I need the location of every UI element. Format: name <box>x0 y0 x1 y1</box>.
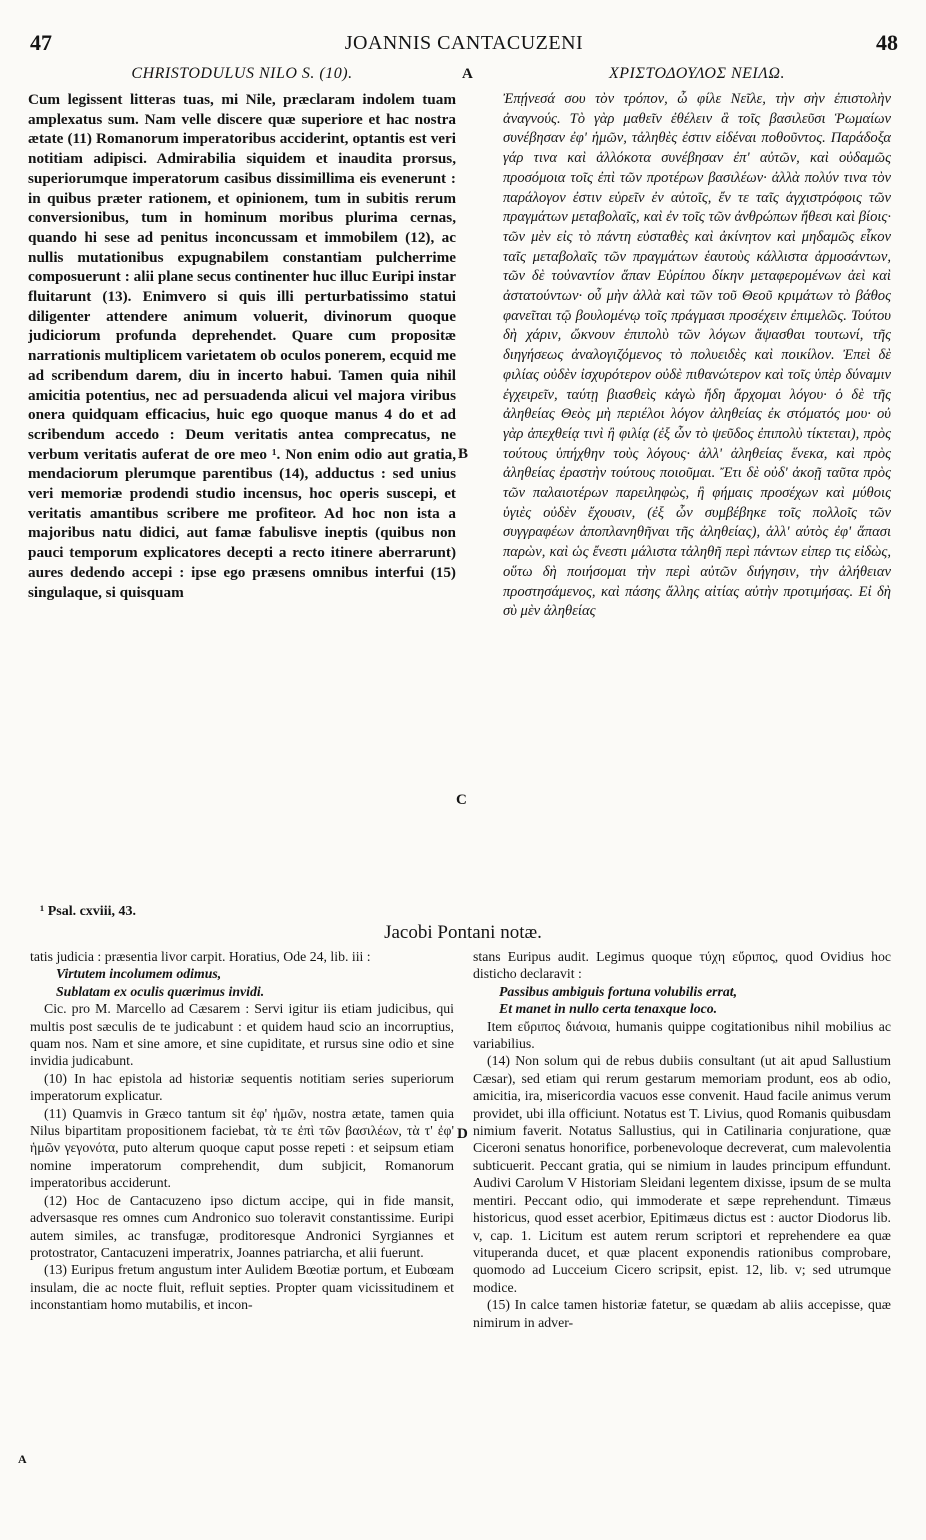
margin-letter-a: A <box>462 66 473 82</box>
note-verse: Et manet in nullo certa tenaxque loco. <box>499 1001 718 1017</box>
notes-right-column <box>473 948 891 1500</box>
latin-column <box>28 64 456 900</box>
footnote: ¹ Psal. cxviii, 43. <box>40 904 136 919</box>
note-verse: Virtutem incolumem odimus, <box>56 966 222 982</box>
latin-column-title: CHRISTODULUS NILO S. (10). <box>131 65 353 82</box>
note-paragraph-15: (15) In calce tamen historiæ fatetur, se quædam ab aliis accepisse, quæ nimirum in adver- <box>473 1297 891 1330</box>
note-text: stans Euripus audit. Legimus quoque τύχη εὔριπος, quod Ovidius hoc disticho declaravit : <box>473 949 891 982</box>
page-number-right: 48 <box>876 30 898 55</box>
page-number-left: 47 <box>30 30 52 55</box>
note-text: tatis judicia : præsentia livor carpit. Horatius, Ode 24, lib. iii : <box>30 949 371 964</box>
note-verse: Sublatam ex oculis quærimus invidi. <box>56 983 265 999</box>
note-paragraph-12: (12) Hoc de Cantacuzeno ipso dictum accipe, qui in fide mansit, adversasque res omnes cum Andronico suo toleravit constantissime. Euripi autem similes, ac transfugæ, proditoresque Andronici Syrgiannes et protostrator, Cantacuzeni imperatrix, Joannes patriarcha, et alii fuerunt. <box>30 1192 454 1260</box>
margin-letter-a-bottom: A <box>18 1452 27 1466</box>
notes-left-column <box>30 948 454 1500</box>
note-paragraph-14: (14) Non solum qui de rebus dubiis consultant (ut ait apud Sallustium Cæsar), sed etiam qui rerum gestarum memoriam produnt, eos ab odio, amicitia, ira, misericordia vacuos esse convenit. Haud facile animus verum providet, ubi illa officiunt. Notatus est T. Livius, quod Romanis quibusdam nimium faverit. Notatus Sallustius, qui in Catilinaria conjuratione, quæ Ciceroni senatus honorifice, porbenevoloque decreverat, cum malevolentia subticuerit. Peccant gratia, qui se nimium in laudes principum effundunt. Audivi Carolum V Historiam Sleidani legentem dixisse, ipsum de se multa mentiri. Peccant odio, qui immoderate et sæpe reprehendunt. Timæus historicus, quod esset acerbior, Epitimæus dictus est : auctor Diodorus lib. v, cap. 1. Licitum est autem rerum scriptori et reprehendere ea quæ vituperanda ducet, et quæ placent exponendis rationibus comprobare, quomodo ad Lucceium Cicero scripsit, epist. 12, lib. v; sed utrumque modice. <box>473 1053 891 1295</box>
greek-column-title: ΧΡΙΣΤΟΔΟΥΛΟΣ ΝΕΙΛΩ. <box>608 65 785 82</box>
note-paragraph: Item εὔριπος διάνοια, humanis quippe cogitationibus nihil mobilius ac variabilius. <box>473 1018 891 1052</box>
greek-text: Ἐπῄνεσά σου τὸν τρόπον, ὦ φίλε Νεῖλε, τὴν σὴν ἐπιστολὴν ἀναγνούς. Τὸ γὰρ μαθεῖν ἐθέλειν ἃ τοῖς βασιλεῦσι Ῥωμαίων συνέβησαν ἐφ' ἡμῶν, τἀληθὲς ἐστιν εἰδέναι ποθοῦντος. Παράδοξα γάρ τινα καὶ ἀλλόκοτα συνέβησαν ἐπ' αὐτῶν, καὶ οὐδαμῶς προσόμοια τοῖς ἐπὶ τῶν προτέρων βασιλέων· ἀλλὰ πολύν τινα τὸν παράλογον ἐστιν εὑρεῖν ἐν αὐτοῖς, ἔν τε ταῖς ἀγχιστρόφοις τῶν πραγμάτων μεταβολαῖς, καὶ ἐν τοῖς τῶν ἀνθρώπων ἤθεσι καὶ βίοις· τῶν μὲν εἰς τὸ πάντη εὐσταθὲς καὶ ἀκίνητον καὶ μηδαμῶς εἶκον ταῖς μεταβολαῖς τῶν πραγμάτων ἑαυτοὺς κάλλιστα ἁρμοσάντων, τῶν δὲ τοὐναντίον ἅπαν Εὐρίπου δίκην μεταφερομένων ἀεὶ καὶ ἀστατούντων· οὗ μὴν ἀλλὰ καὶ τῶν τοῦ Θεοῦ κριμάτων τὸ βάθος φανεῖται τῷ βουλομένῳ τοῖς πράγμασι προσέχειν ἐπιμελῶς. Τούτου δὴ χάριν, ὤκνουν ἐπιπολὺ τῶν λόγων ἅψασθαι τουτωνί, τῆς διηγήσεως ἀναλογιζόμενος τὸ πολυειδὲς καὶ ποικίλον. Ἐπεὶ δὲ φιλίας οὐδὲν ἰσχυρότερον οὐδὲ πιθανώτερον καὶ τοῖς ὑπὲρ δύναμιν ἐγχειρεῖν, ταύτῃ βιασθεὶς κἀγὼ ἤδη ἄρχομαι λόγου· ὁ δὲ τῆς ἀληθείας Θεὸς μὴ περιέλοι λόγον ἀληθείας ἐκ στόματός μου· οὐ γὰρ ἀπεχθείᾳ τινὶ ἢ φιλίᾳ (ἐξ ὧν τὸ ψεῦδος ἐπιπολὺ τίκτεται), πρὸς τούτους ὑπήχθην τοὺς λόγους· ἀλλ' ἀληθείας ἕνεκα, καὶ πρὸς ἀληθείας ἐραστὴν τούτους ποιοῦμαι. Ἔτι δὲ οὐδ' ἀκοῇ ταῦτα πρὸς τῶν παλαιοτέρων παρειληφὼς, ἢ φήμαις προσέχων καὶ μύθοις ὑγιὲς οὐδὲν ἔχουσιν, (ἐξ ὧν συμβέβηκε τοῖς πολλοῖς τῶν συγγραφέων ἀποπλανηθῆναι τῆς ἀληθείας), ἀλλ' αὐτὸς ἐφ' ἅπασι παρὼν, καὶ ὡς ἔνεστι μάλιστα τἀληθῆ περὶ πάντων εἰπερ τις εἰδὼς, οὕτω δὴ ποιήσομαι τὴν περὶ αὐτῶν διήγησιν, τὴν ἀλήθειαν προστησάμενος, καὶ πάσης ἄλλης αἰτίας αὐτὴν προτιμήσας. Εἰ δὴ σὺ μὲν ἀληθείας <box>503 91 891 620</box>
running-title: JOANNIS CANTACUZENI <box>344 32 584 54</box>
notes-title: Jacobi Pontani notæ. <box>384 922 542 943</box>
note-paragraph-11: (11) Quamvis in Græco tantum sit ἐφ' ἡμῶν, nostra ætate, tamen quia Nilus bipartitam propositionem faciebat, τὰ τε ἐπὶ τῶν βασιλέων, τὰ τ' ἐφ' ἡμῶν γεγονότα, puto alterum quoque caput posse repeti : et seipsum etiam nomine imperatorum comprehendit, dum subjicit, Romanorum imperatoribus acciderunt. <box>30 1105 454 1191</box>
margin-letter-b: B <box>458 446 469 462</box>
greek-column <box>503 64 891 900</box>
margin-letter-c: C <box>456 792 467 808</box>
note-paragraph: Cic. pro M. Marcello ad Cæsarem : Servi igitur iis etiam judicibus, qui multis post sæculis de te judicabunt : et quidem haud scio an incorruptius, quam nos. Nam et sine amore, et sine cupiditate, et rursus sine odio et sine invidia judicabunt. <box>30 1001 454 1069</box>
latin-text: Cum legissent litteras tuas, mi Nile, præclaram indolem tuam amplexatus sum. Nam velle discere quæ superiore et hac nostra ætate (11) Romanorum imperatoribus acciderint, optantis est veri notitiam adipisci. Admirabilia siquidem et inaudita prorsus, superiorumque imperatorum casibus dissimillima eis evenerunt : in quibus præter rationem, et opinionem, tum in subitis rerum conversionibus, tum in hominum moribus plurima cernas, quando hi sese ad penitus inconcussam et immobilem (12), ac nullis mutationibus expugnabilem constantiam pulcherrime composuerunt : alii plane secus continenter huc illuc Euripi instar fluitarunt (13). Enimvero si quis illi perturbatissimo statui diligenter attendere animum voluerit, divinorum quoque judiciorum profunda deprehendet. Quare cum propositæ narrationis multiplicem varietatem ob oculos ponerem, ecquid me ad scribendum darem, diu in incerto habui. Tamen quia nihil amicitia potentius, nec ad persuadenda alicui vel majora viribus onera quidquam efficacius, huic ego quoque manus 4 do et ad scribendum accedo : Deum veritatis antea comprecatus, ne verbum veritatis auferat de ore meo ¹. Non enim odio aut gratia, mendaciorum plerumque parentibus (14), adductus : sed unius veri memoriæ prodendi studio incensus, hoc operis suscepi, et veritatis amantibus scribere me profiteor. Ad hoc non ista a majoribus natu didici, aut famæ fabulisve ineptis (quibus non pauci temporum explicatores decepti a recto itinere aberrarunt) aures dedendo accepi : ipse ego præsens omnibus interfui (15) singulaque, si quisquam <box>28 91 456 601</box>
note-paragraph-13: (13) Euripus fretum angustum inter Aulidem Bœotiæ portum, et Eubœam insulam, die ac nocte fluit, refluit septies. Propter quam vicissitudinem et inconstantiam homo mutabilis, et incon- <box>30 1262 454 1313</box>
note-paragraph-10: (10) In hac epistola ad historiæ sequentis notitiam series superiorum imperatorum explicatur. <box>30 1070 454 1104</box>
running-header <box>30 30 898 60</box>
note-verse: Passibus ambiguis fortuna volubilis errat, <box>499 983 738 999</box>
margin-letter-d: D <box>457 1126 468 1142</box>
